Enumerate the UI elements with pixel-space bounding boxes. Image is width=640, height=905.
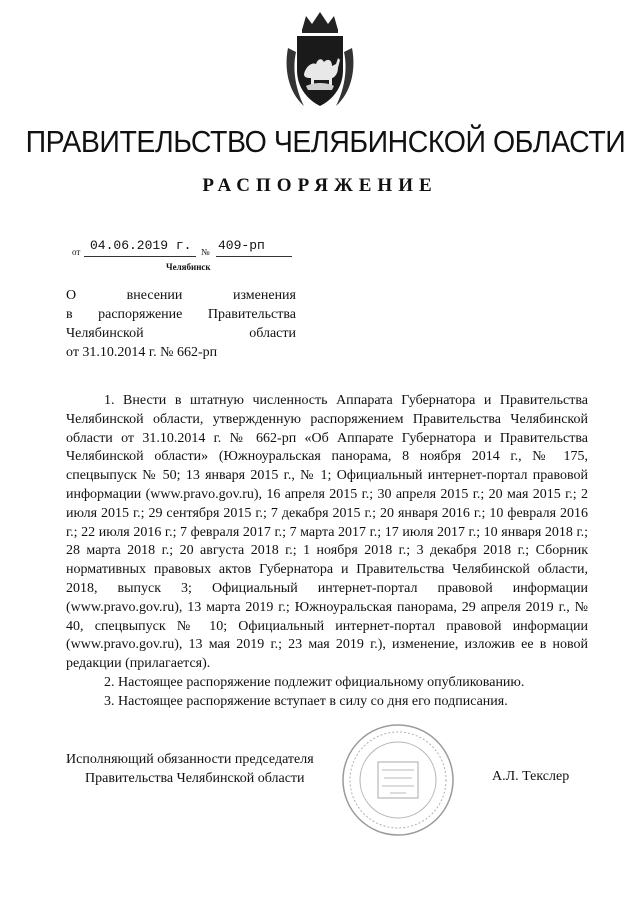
subject-block (66, 286, 296, 362)
official-stamp-icon (340, 722, 456, 838)
number-label: № (201, 247, 210, 257)
coat-of-arms-icon (282, 8, 358, 112)
position-line-1: Исполняющий обязанности председателя (66, 752, 314, 767)
document-body (66, 392, 588, 712)
date-number-row (72, 238, 372, 260)
document-type: РАСПОРЯЖЕНИЕ (202, 175, 438, 196)
document-number: 409-рп (218, 238, 265, 253)
paragraph-1: 1. Внести в штатную численность Аппарата Губернатора и Правительства Челябинской области, утвержденную распоряжением Правительства Челябинской области от 31.10.2014 г. № 662-рп «Об Аппарате Губернатора и Правительства Челябинской области» (Южноуральская панорама, 8 ноября 2014 г., № 175, спецвыпуск № 50; 13 января 2015 г., № 1; Официальный интернет-портал правовой информации (www.pravo.gov.ru), 16 апреля 2015 г.; 30 апреля 2015 г.; 20 мая 2015 г.; 2 июля 2015 г.; 29 сентября 2015 г.; 7 декабря 2015 г.; 20 января 2016 г.; 10 февраля 2016 г.; 22 июля 2016 г.; 7 февраля 2017 г.; 7 марта 2017 г.; 17 июля 2017 г.; 10 января 2018 г.; 28 марта 2018 г.; 20 августа 2018 г.; 1 ноября 2018 г.; 3 декабря 2018 г.; Сборник нормативных правовых актов Губернатора и Правительства Челябинской области, 2018, выпуск 3; Официальный интернет-портал правовой информации (www.pravo.gov.ru), 13 марта 2019 г.; Южноуральская панорама, 29 апреля 2019 г., № 40, спецвыпуск № 10; Официальный интернет-портал правовой информации (www.pravo.gov.ru), 13 мая 2019 г.; 23 мая 2019 г.), изменение, изложив ее в новой редакции (прилагается). (66, 393, 588, 672)
signatory-position (66, 750, 366, 788)
city-name: Челябинск (166, 262, 211, 272)
date-underline (84, 256, 196, 257)
subject-line-1: О внесении изменения (66, 288, 296, 303)
document-date: 04.06.2019 г. (90, 238, 192, 253)
signatory-name: А.Л. Текслер (492, 769, 570, 784)
subject-line-2: в распоряжение Правительства (66, 307, 296, 322)
position-line-2: Правительства Челябинской области (85, 771, 305, 786)
subject-line-4: от 31.10.2014 г. № 662-рп (66, 345, 218, 360)
paragraph-2: 2. Настоящее распоряжение подлежит официальному опубликованию. (104, 674, 525, 690)
number-underline (216, 256, 292, 257)
paragraph-3: 3. Настоящее распоряжение вступает в силу со дня его подписания. (104, 693, 508, 709)
subject-line-3: Челябинской области (66, 326, 296, 341)
government-title: ПРАВИТЕЛЬСТВО ЧЕЛЯБИНСКОЙ ОБЛАСТИ (25, 124, 626, 159)
date-label: от (72, 247, 81, 257)
